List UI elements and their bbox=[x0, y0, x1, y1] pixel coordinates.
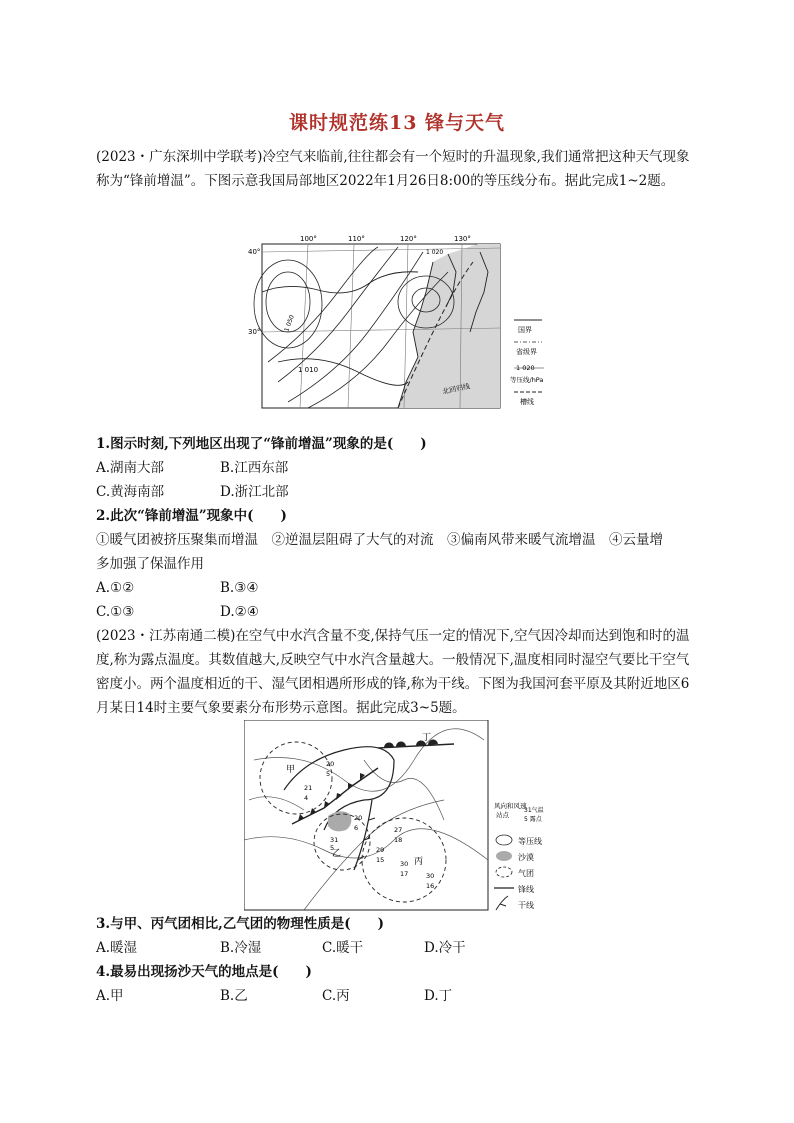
q3-stem: 3.与甲、丙气团相比,乙气团的物理性质是( ) bbox=[96, 916, 385, 932]
station-bing4-temp: 30 bbox=[426, 872, 435, 880]
q4-option-c[interactable]: C.丙 bbox=[322, 988, 350, 1004]
station-yi2-temp: 31 bbox=[330, 836, 339, 844]
lat-label-30: 30° bbox=[248, 328, 261, 336]
isobar-label-1010: 1 010 bbox=[298, 366, 319, 374]
q2-option-c[interactable]: C.①③ bbox=[96, 604, 135, 620]
q3-option-c[interactable]: C.暖干 bbox=[322, 940, 364, 956]
q3-option-a[interactable]: A.暖湿 bbox=[96, 940, 138, 956]
lon-label-120: 120° bbox=[400, 235, 417, 243]
lon-label-110: 110° bbox=[348, 235, 365, 243]
q1-option-b[interactable]: B.江西东部 bbox=[220, 460, 289, 476]
lon-label-100: 100° bbox=[300, 235, 317, 243]
station-yi2-dew: 5 bbox=[330, 844, 335, 852]
air-mass-bing: 丙 bbox=[414, 857, 424, 867]
page-title: 课时规范练13 锋与天气 bbox=[288, 112, 506, 134]
station-bing1-temp: 27 bbox=[394, 826, 403, 834]
legend-station-title: 风向和风速 bbox=[494, 802, 527, 810]
q3-option-d[interactable]: D.冷干 bbox=[424, 940, 466, 956]
q2-option-b[interactable]: B.③④ bbox=[220, 580, 259, 596]
q4-stem: 4.最易出现扬沙天气的地点是( ) bbox=[96, 964, 312, 980]
q2-stem: 2.此次“锋前增温”现象中( ) bbox=[96, 508, 287, 524]
weather-map bbox=[244, 720, 554, 912]
q2-items-line2: 多加强了保温作用 bbox=[96, 556, 204, 572]
air-mass-yi: 乙 bbox=[332, 849, 342, 859]
station-bing3-temp: 30 bbox=[400, 860, 409, 868]
legend-front: 锋线 bbox=[518, 885, 534, 894]
q4-option-b[interactable]: B.乙 bbox=[220, 988, 248, 1004]
q1-option-a[interactable]: A.湖南大部 bbox=[96, 460, 165, 476]
station-bing2-dew: 15 bbox=[376, 856, 385, 864]
station-bing3-dew: 17 bbox=[400, 870, 409, 878]
station-yi1-temp: 20 bbox=[354, 814, 363, 822]
legend-dry-line: 干线 bbox=[518, 901, 534, 910]
air-mass-jia: 甲 bbox=[286, 765, 296, 775]
tropic-label: 北回归线 bbox=[441, 382, 471, 396]
q4-option-a[interactable]: A.甲 bbox=[96, 988, 124, 1004]
legend-isobar-2: 等压线 bbox=[518, 837, 542, 846]
legend-isobar-sample: 1 020 bbox=[516, 364, 535, 372]
isobar-label-1050: 1 050 bbox=[283, 314, 296, 333]
station-bing2-temp: 29 bbox=[376, 846, 385, 854]
station-bing4-dew: 16 bbox=[426, 882, 435, 890]
station-jia1-temp: 20 bbox=[326, 760, 335, 768]
air-mass-ding: 丁 bbox=[422, 733, 432, 743]
q3-option-b[interactable]: B.冷湿 bbox=[220, 940, 262, 956]
legend-border: 国界 bbox=[518, 326, 532, 334]
station-yi1-dew: 6 bbox=[354, 824, 359, 832]
legend-air-mass: 气团 bbox=[518, 869, 534, 878]
lon-label-130: 130° bbox=[454, 235, 471, 243]
q2-items-line1: ①暖气团被挤压聚集而增温 ②逆温层阻碍了大气的对流 ③偏南风带来暖气流增温 ④云量增 bbox=[96, 532, 663, 548]
legend-temp: 31气温 bbox=[524, 807, 544, 814]
isobar-map-figure bbox=[248, 232, 558, 412]
legend-isobar: 等压线/hPa bbox=[510, 376, 544, 384]
q2-option-a[interactable]: A.①② bbox=[96, 580, 135, 596]
isobar-map bbox=[248, 232, 558, 412]
weather-map-figure bbox=[244, 720, 554, 912]
q4-option-d[interactable]: D.丁 bbox=[424, 988, 453, 1004]
q1-option-d[interactable]: D.浙江北部 bbox=[220, 484, 289, 500]
station-jia2-dew: 4 bbox=[304, 794, 309, 802]
q1-option-c[interactable]: C.黄海南部 bbox=[96, 484, 165, 500]
isobar-label-1020: 1 020 bbox=[426, 249, 444, 256]
legend-province: 省级界 bbox=[516, 348, 537, 356]
lat-label-40: 40° bbox=[248, 248, 261, 256]
q1-stem: 1.图示时刻,下列地区出现了“锋前增温”现象的是( ) bbox=[96, 436, 427, 452]
legend-desert: 沙漠 bbox=[518, 853, 534, 862]
map2-legend bbox=[494, 801, 544, 910]
station-jia2-temp: 21 bbox=[304, 784, 313, 792]
legend-station-sub: 站点 bbox=[496, 811, 509, 819]
legend-trough: 槽线 bbox=[520, 398, 534, 406]
map1-legend bbox=[510, 320, 544, 406]
intro-passage-1: (2023・广东深圳中学联考)冷空气来临前,往往都会有一个短时的升温现象,我们通常把这种天气现象称为“锋前增温”。下图示意我国局部地区2022年1月26日8:00的等压线分布。据此完成1~2题。 bbox=[96, 149, 690, 189]
legend-dew: 5 露点 bbox=[524, 816, 542, 823]
q2-option-d[interactable]: D.②④ bbox=[220, 604, 259, 620]
station-jia1-dew: 5 bbox=[326, 770, 331, 778]
station-bing1-dew: 18 bbox=[394, 836, 403, 844]
intro-passage-2: (2023・江苏南通二模)在空气中水汽含量不变,保持气压一定的情况下,空气因冷却而达到饱和时的温度,称为露点温度。其数值越大,反映空气中水汽含量越大。一般情况下,温度相同时湿空气要比干空气密度小。两个温度相近的干、湿气团相遇所形成的锋,称为干线。下图为我国河套平原及其附近地区6月某日14时主要气象要素分布形势示意图。据此完成3~5题。 bbox=[96, 628, 690, 716]
